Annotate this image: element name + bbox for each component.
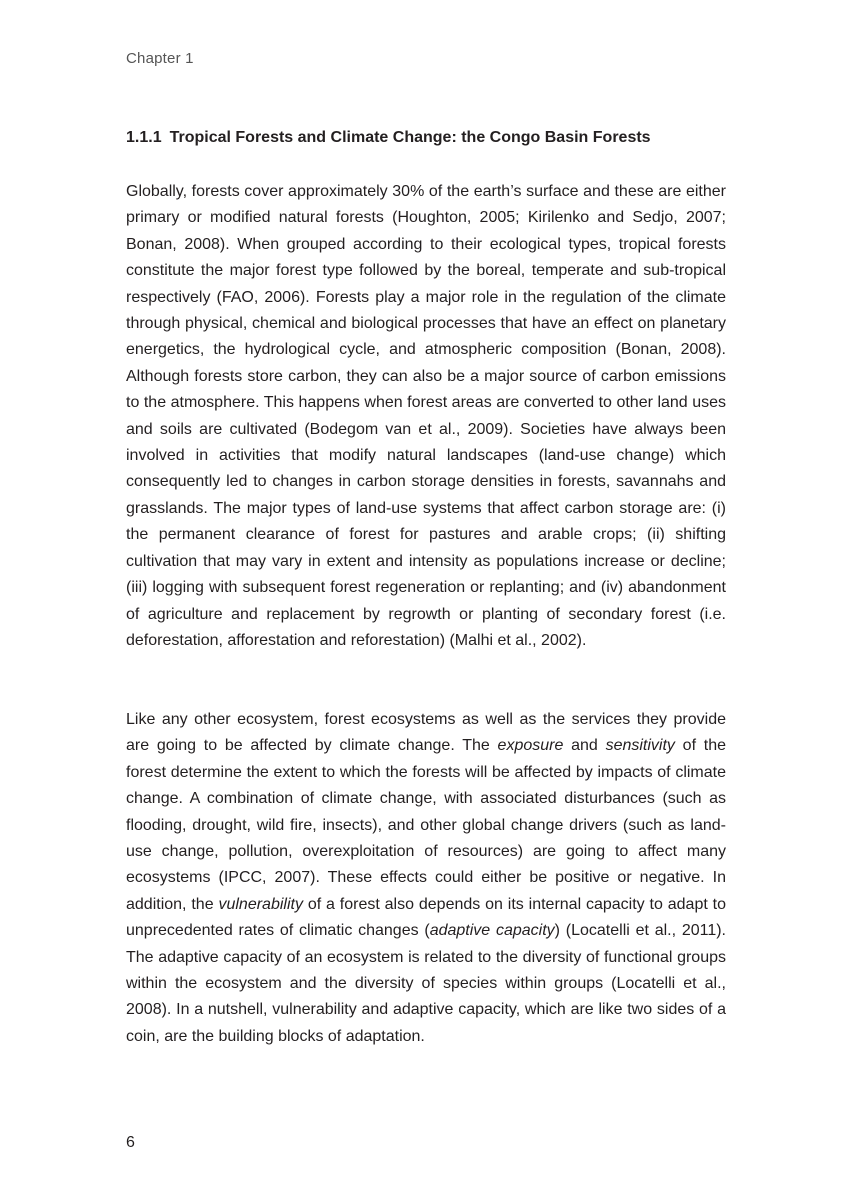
term-sensitivity: sensitivity — [605, 737, 675, 755]
running-head: Chapter 1 — [126, 50, 194, 67]
term-vulnerability: vulnerability — [218, 895, 303, 913]
paragraph-2-text-3: of the forest determine the extent to which the forests will be affected by impacts of climate change. A combination of climate change, with associated disturbances (such as flooding, drought, wild fire, insects), and other global change drivers (such as land-use change, pollution, overexploitation of resources) are going to affect many ecosystems (IPCC, 2007). These effects could either be positive or negative. In addition, the — [126, 737, 726, 913]
term-exposure: exposure — [497, 737, 564, 755]
section-number: 1.1.1 — [126, 129, 162, 146]
paragraph-2-text-2: and — [563, 737, 606, 755]
body-paragraph-1: Globally, forests cover approximately 30% of the earth’s surface and these are either primary or modified natural forests (Houghton, 2005; Kirilenko and Sedjo, 2007; Bonan, 2008). When grouped according to their ecological types, tropical forests constitute the major forest type followed by the boreal, temperate and sub-tropical respectively (FAO, 2006). Forests play a major role in the regulation of the climate through physical, chemical and biological processes that have an effect on planetary energetics, the hydrological cycle, and atmospheric composition (Bonan, 2008). Although forests store carbon, they can also be a major source of carbon emissions to the atmosphere. This happens when forest areas are converted to other land uses and soils are cultivated (Bodegom van et al., 2009). Societies have always been involved in activities that modify natural landscapes (land-use change) which consequently led to changes in carbon storage densities in forests, savannahs and grasslands. The major types of land-use systems that affect carbon storage are: (i) the permanent clearance of forest for pastures and arable crops; (ii) shifting cultivation that may vary in extent and intensity as populations increase or decline; (iii) logging with subsequent forest regeneration or replanting; and (iv) abandonment of agriculture and replacement by regrowth or planting of secondary forest (i.e. deforestation, afforestation and reforestation) (Malhi et al., 2002). — [126, 183, 726, 649]
body-paragraph-2 — [126, 707, 726, 1050]
paragraph-2-text-4: of a forest also depends on its internal capacity to adapt to unprecedented rates of climatic changes ( — [126, 895, 727, 940]
paragraph-2-text-5: ) (Locatelli et al., 2011). The adaptive capacity of an ecosystem is related to the diversity of functional groups within the ecosystem and the diversity of species within groups (Locatelli et al., 2008). In a nutshell, vulnerability and adaptive capacity, which are like two sides of a coin, are the building blocks of adaptation. — [126, 922, 726, 1045]
section-heading — [126, 129, 726, 147]
page-number: 6 — [126, 1134, 135, 1151]
paragraph-2-text-1: Like any other ecosystem, forest ecosystems as well as the services they provide are going to be affected by climate change. The — [126, 711, 726, 755]
term-adaptive-capacity: adaptive capacity — [429, 922, 555, 940]
section-title: Tropical Forests and Climate Change: the Congo Basin Forests — [169, 129, 651, 146]
